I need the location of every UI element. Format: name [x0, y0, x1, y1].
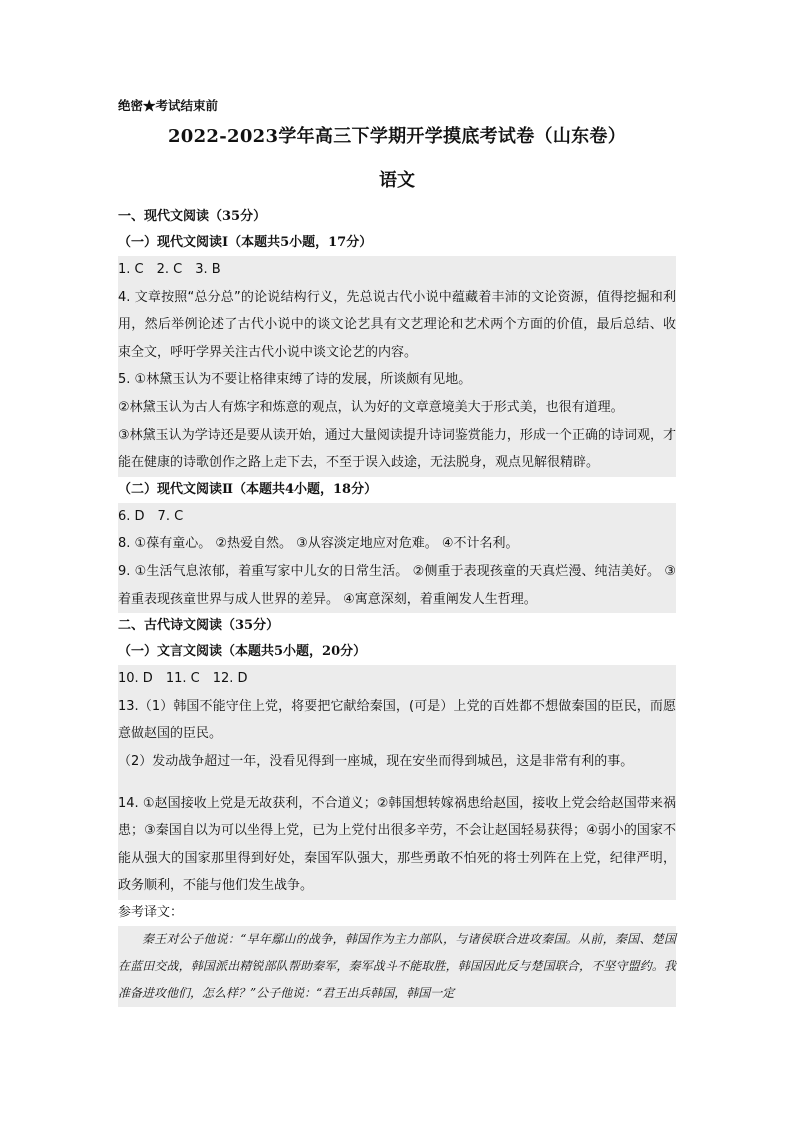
answer-line: （2）发动战争超过一年，没看见得到一座城，现在安坐而得到城邑，这是非常有利的事。: [118, 753, 634, 769]
answer-line: 14. ①赵国接收上党是无故获利，不合道义；②韩国想转嫁祸患给赵国，接收上党会给赵国带来祸患；③秦国自以为可以坐得上党，已为上党付出很多辛劳，不会让赵国轻易获得；④弱小的国家不能从强大的国家那里得到好处，秦国军队强大，那些勇敢不怕死的将士列阵在上党，纪律严明，政务顺利，不能与他们发生战争。: [118, 795, 676, 894]
answer-line: ③林黛玉认为学诗还是要从读开始，通过大量阅读提升诗词鉴赏能力，形成一个正确的诗词观，才能在健康的诗歌创作之路上走下去，不至于误入歧途，无法脱身，观点见解很精辟。: [118, 427, 676, 471]
subject-title: 语文: [379, 170, 415, 191]
section-1-part-2-answers: [118, 503, 676, 613]
page-title: 2022-2023学年高三下学期开学摸底考试卷（山东卷）: [167, 126, 627, 147]
answer-line: 5. ①林黛玉认为不要让格律束缚了诗的发展，所谈颇有见地。: [118, 372, 472, 388]
section-1-part-1-answers: [118, 256, 676, 477]
section-1-part-2-heading: （二）现代文阅读Ⅱ（本题共4小题，18分）: [118, 481, 378, 497]
reference-translation-text: 秦王对公子他说：“早年鄢山的战争，韩国作为主力部队，与诸侯联合进攻秦国。从前，秦国、楚国在蓝田交战，韩国派出精锐部队帮助秦军，秦军战斗不能取胜，韩国因此反与楚国联合，不坚守盟约。我准备进攻他们，怎么样？”公子他说：“君王出兵韩国，韩国一定: [118, 926, 676, 1007]
answer-line: 10. D 11. C 12. D: [118, 671, 248, 687]
confidential-label: 绝密★考试结束前: [118, 98, 219, 113]
answer-page: [118, 96, 676, 1007]
section-1-heading: 一、现代文阅读（35分）: [118, 209, 267, 224]
section-2-heading: 二、古代诗文阅读（35分）: [118, 618, 280, 634]
answer-line: 4. 文章按照“总分总”的论说结构行义，先总说古代小说中蕴藏着丰沛的文论资源，值得挖掘和利用，然后举例论述了古代小说中的谈文论艺具有文艺理论和艺术两个方面的价值，最后总结、收束全文，呼吁学界关注古代小说中谈文论艺的内容。: [118, 289, 676, 360]
answer-line: 6. D 7. C: [118, 508, 184, 524]
reference-translation-label: 参考译文：: [118, 904, 184, 920]
answer-line: ②林黛玉认为古人有炼字和炼意的观点，认为好的文章意境美大于形式美，也很有道理。: [118, 399, 624, 415]
section-2-part-1-answers: [118, 665, 676, 900]
answer-line: 1. C 2. C 3. B: [118, 262, 221, 277]
section-2-part-1-heading: （一）文言文阅读（本题共5小题，20分）: [118, 644, 367, 660]
answer-line: 9. ①生活气息浓郁，着重写家中儿女的日常生活。 ②侧重于表现孩童的天真烂漫、纯洁美好。 ③着重表现孩童世界与成人世界的差异。 ④寓意深刻，着重阐发人生哲理。: [118, 563, 676, 607]
section-1-part-1-heading: （一）现代文阅读Ⅰ（本题共5小题，17分）: [118, 235, 373, 250]
answer-line: 8. ①葆有童心。 ②热爱自然。 ③从容淡定地应对危难。 ④不计名利。: [118, 536, 519, 552]
answer-line: 13.（1）韩国不能守住上党，将要把它献给秦国，(可是）上党的百姓都不想做秦国的臣民，而愿意做赵国的臣民。: [118, 698, 676, 742]
blank-gap: [118, 776, 676, 790]
